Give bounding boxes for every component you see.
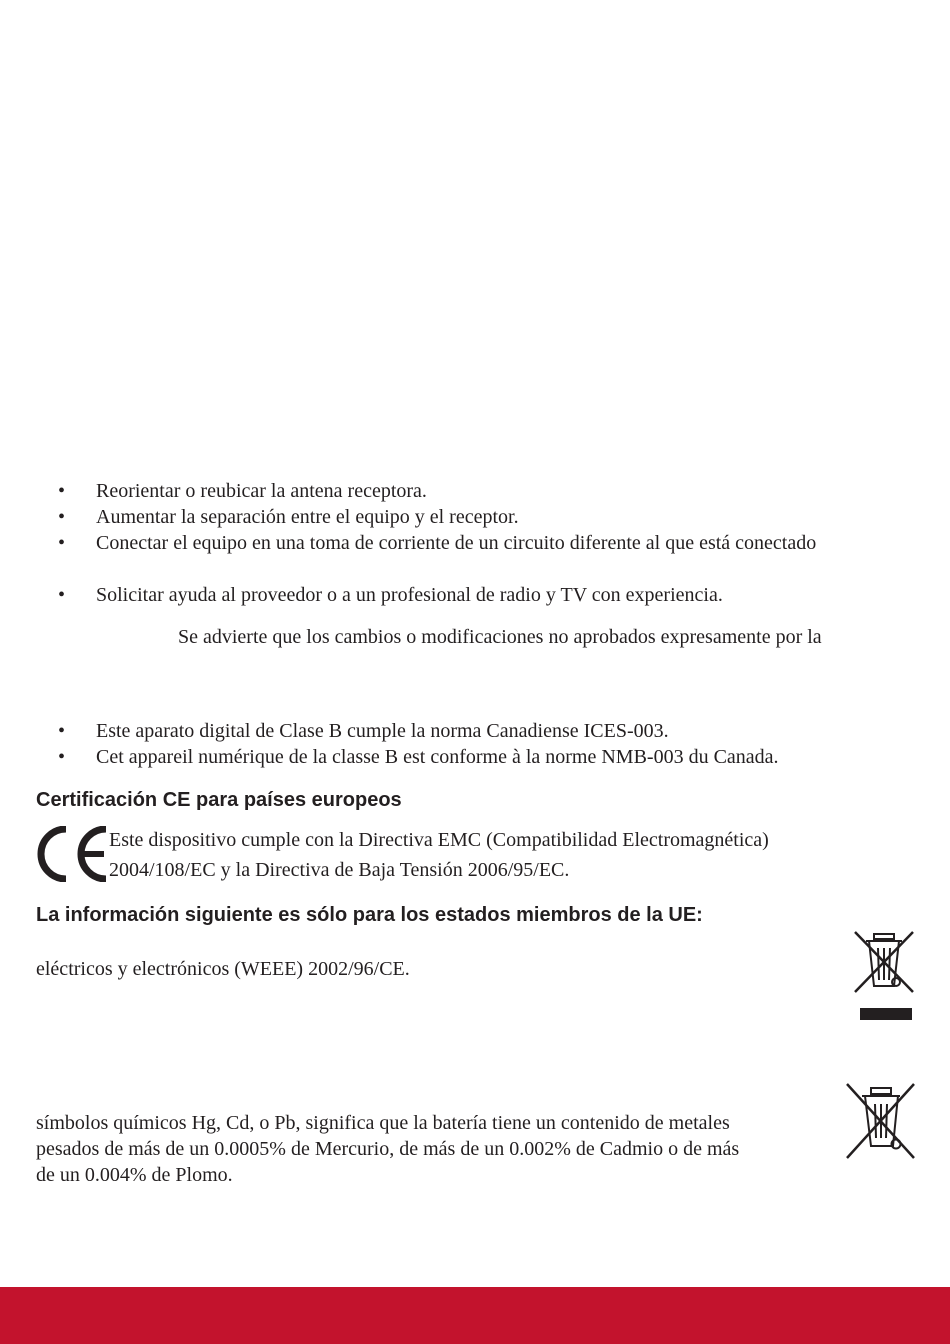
fcc-measure-item: Reorientar o reubicar la antena receptora.: [96, 480, 427, 502]
weee-crossed-bin-icon: [852, 928, 916, 1024]
ce-mark-icon: [34, 826, 108, 882]
bullet: •: [58, 480, 66, 502]
canada-statement: Este aparato digital de Clase B cumple la norma Canadiense ICES-003.: [96, 720, 669, 742]
weee-text: eléctricos y electrónicos (WEEE) 2002/96/CE.: [36, 958, 410, 980]
battery-text-line: pesados de más de un 0.0005% de Mercurio, de más de un 0.002% de Cadmio o de más: [36, 1138, 740, 1160]
battery-crossed-bin-icon: [844, 1080, 918, 1162]
ce-text-line: 2004/108/EC y la Directiva de Baja Tensión 2006/95/EC.: [109, 859, 570, 881]
ce-heading: Certificación CE para países europeos: [36, 789, 402, 811]
eu-heading: La información siguiente es sólo para los estados miembros de la UE:: [36, 904, 703, 926]
fcc-measure-item: Solicitar ayuda al proveedor o a un profesional de radio y TV con experiencia.: [96, 584, 723, 606]
battery-text-line: de un 0.004% de Plomo.: [36, 1164, 233, 1186]
bullet: •: [58, 532, 66, 554]
bullet: •: [58, 584, 66, 606]
footer-bar: [0, 1287, 950, 1344]
bullet: •: [58, 746, 66, 768]
bullet: •: [58, 506, 66, 528]
canada-statement: Cet appareil numérique de la classe B est conforme à la norme NMB-003 du Canada.: [96, 746, 779, 768]
fcc-measure-item: Aumentar la separación entre el equipo y el receptor.: [96, 506, 519, 528]
bullet: •: [58, 720, 66, 742]
fcc-measure-item: Conectar el equipo en una toma de corriente de un circuito diferente al que está conectado: [96, 532, 817, 554]
ce-text-line: Este dispositivo cumple con la Directiva EMC (Compatibilidad Electromagnética): [109, 829, 769, 851]
battery-text-line: símbolos químicos Hg, Cd, o Pb, significa que la batería tiene un contenido de metales: [36, 1112, 730, 1134]
fcc-warning-text: Se advierte que los cambios o modificaciones no aprobados expresamente por la: [178, 626, 822, 648]
